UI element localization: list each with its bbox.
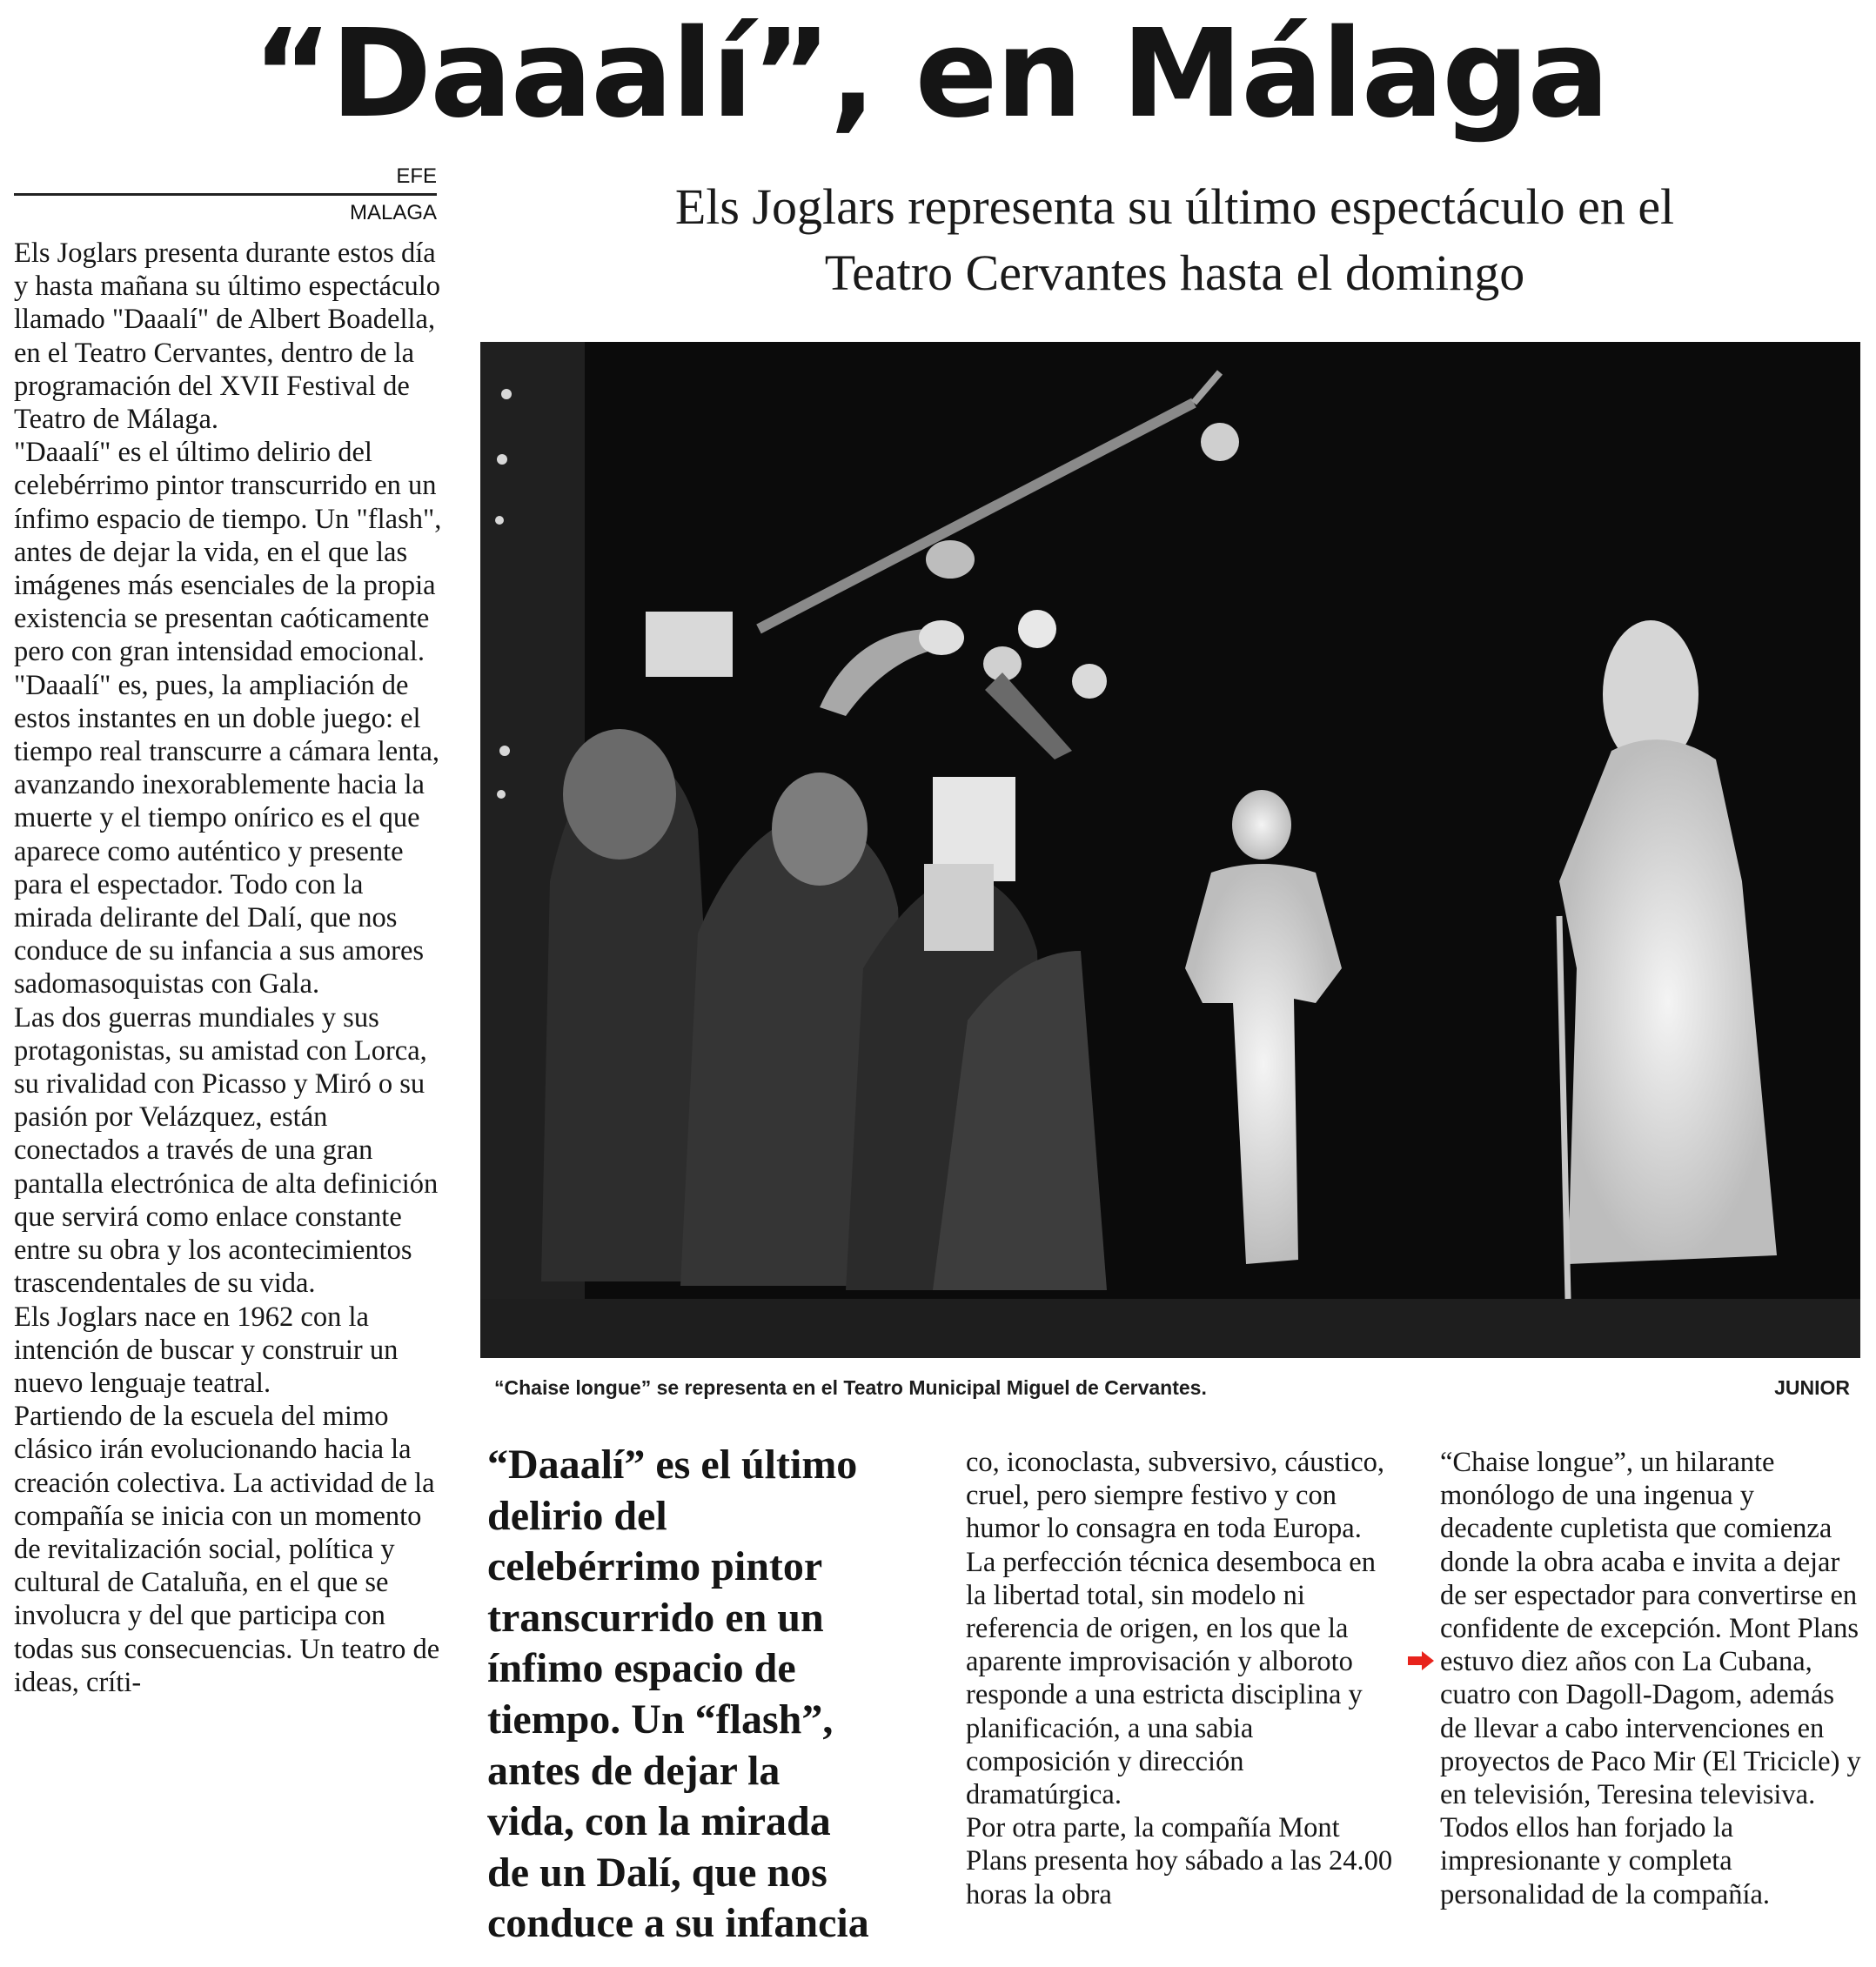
agency-credit: EFE — [396, 164, 437, 188]
stage-photo-image — [480, 342, 1860, 1358]
paragraph: Por otra parte, la compañía Mont Plans presenta hoy sábado a las 24.00 horas la obra — [966, 1812, 1393, 1910]
stage-photo — [480, 342, 1860, 1358]
article-column-3 — [966, 1446, 1401, 1911]
subheadline-line: Els Joglars representa su último espectáculo en el — [674, 178, 1675, 235]
headline: “Daaalí”, en Málaga — [252, 3, 1608, 145]
pull-quote-line: antes de dejar la — [487, 1747, 781, 1794]
pull-quote-line: transcurrido en un — [487, 1594, 824, 1641]
pull-quote-line: celebérrimo pintor — [487, 1543, 823, 1590]
paragraph: Partiendo de la escuela del mimo clásico irán evolucionando hacia la creación colectiva. La actividad de la compañía se inicia con un momento de revitalización social, política y cultural de Cataluña, en el que se involucra y del que participa con todas sus consecuencias. Un teatro de ideas, críti- — [14, 1401, 440, 1698]
byline-rule — [14, 193, 437, 196]
pull-quote — [487, 1440, 922, 1950]
pull-quote-line: ínfimo espacio de — [487, 1645, 796, 1692]
pull-quote-line: de un Dalí, que nos — [487, 1849, 827, 1896]
paragraph: Els Joglars presenta durante estos día y hasta mañana su último espectáculo llamado "Daaalí" de Albert Boadella, en el Teatro Cervantes, dentro de la programación del XVII Festival de Teatro de Málaga. — [14, 238, 441, 436]
paragraph: Las dos guerras mundiales y sus protagonistas, su amistad con Lorca, su rivalidad con Picasso y Miró o su pasión por Velázquez, están conectados a través de una gran pantalla electrónica de alta definición que servirá como enlace constante entre su obra y los acontecimientos trascendentales de su vida. — [14, 1001, 439, 1300]
subheadline — [487, 174, 1862, 306]
red-arrow-icon — [1408, 1651, 1434, 1670]
dateline-city: MALAGA — [349, 201, 437, 224]
photo-caption: “Chaise longue” se representa en el Teatro Municipal Miguel de Cervantes. — [494, 1376, 1207, 1399]
article-column-4 — [1440, 1446, 1866, 1911]
article-column-1 — [14, 237, 446, 1699]
pull-quote-line: conduce a su infancia — [487, 1900, 869, 1947]
pull-quote-line: delirio del — [487, 1492, 667, 1539]
pull-quote-line: “Daaalí” es el último — [487, 1442, 858, 1488]
pull-quote-line: vida, con la mirada — [487, 1798, 831, 1845]
paragraph: "Daaalí" es, pues, la ampliación de estos instantes en un doble juego: el tiempo real transcurre a cámara lenta, avanzando inexorablemente hacia la muerte y el tiempo onírico es el que aparece como auténtico y presente para el espectador. Todo con la mirada delirante del Dalí, que nos conduce de su infancia a sus amores sadomasoquistas con Gala. — [14, 669, 440, 1000]
pull-quote-line: tiempo. Un “flash”, — [487, 1696, 834, 1743]
paragraph: La perfección técnica desemboca en la libertad total, sin modelo ni referencia de origen, en los que la aparente improvisación y alboroto responde a una estricta disciplina y planificación, a una sabia composición y dirección dramatúrgica. — [966, 1546, 1376, 1811]
subheadline-line: Teatro Cervantes hasta el domingo — [824, 244, 1525, 301]
paragraph: "Daaalí" es el último delirio del celebérrimo pintor transcurrido en un ínfimo espacio de tiempo. Un "flash", antes de dejar la vida, en el que las imágenes más esenciales de la propia existencia se presentan caóticamente pero con gran intensidad emocional. — [14, 437, 442, 668]
photo-credit: JUNIOR — [1774, 1376, 1850, 1399]
paragraph: Els Joglars nace en 1962 con la intención de buscar y construir un nuevo lenguaje teatral. — [14, 1301, 399, 1399]
paragraph: co, iconoclasta, subversivo, cáustico, cruel, pero siempre festivo y con humor lo consagra en toda Europa. — [966, 1447, 1385, 1545]
paragraph: “Chaise longue”, un hilarante monólogo de una ingenua y decadente cupletista que comienza donde la obra acaba e invita a dejar de ser espectador para convertirse en confidente de excepción. Mont Plans estuvo diez años con La Cubana, cuatro con Dagoll-Dagom, además de llevar a cabo intervenciones en proyectos de Paco Mir (El Tricicle) y en televisión, Teresina televisiva. Todos ellos han forjado la impresionante y completa personalidad de la compañía. — [1440, 1447, 1861, 1910]
